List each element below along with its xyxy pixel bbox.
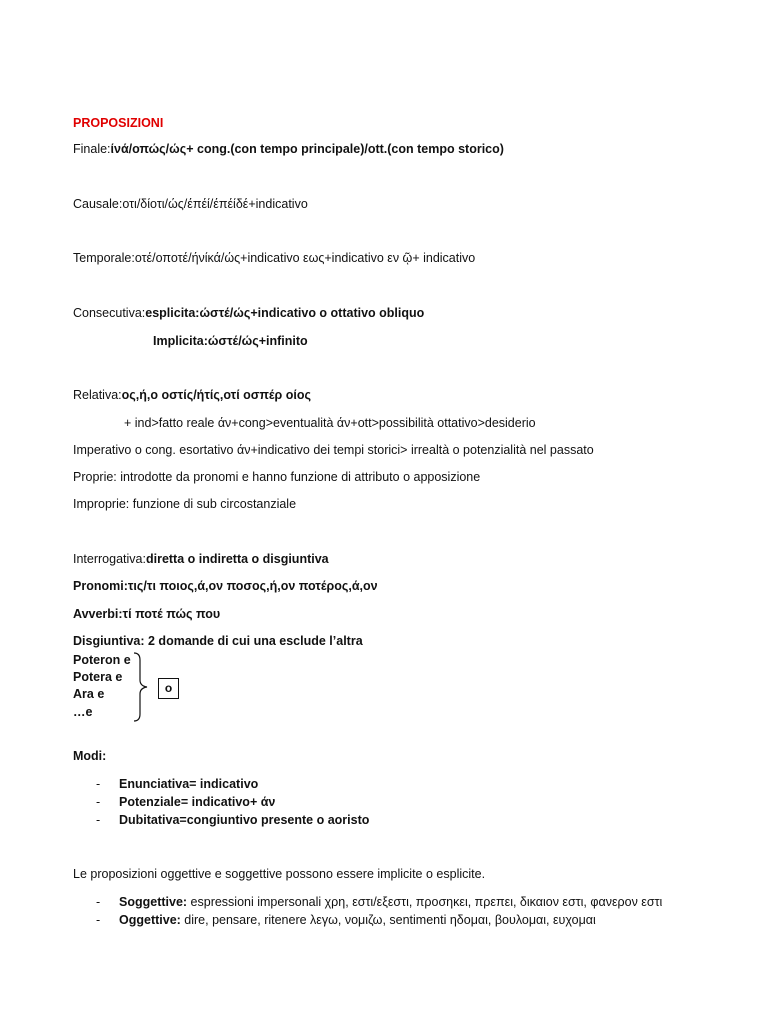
answer-box: o bbox=[158, 678, 179, 699]
causale-text: οτι/δίοτι/ώς/έπέί/έπέίδέ+indicativo bbox=[122, 197, 308, 211]
soggettive-line bbox=[119, 894, 662, 910]
oggettive-intro: Le proposizioni oggettive e soggettive possono essere implicite o esplicite. bbox=[73, 867, 486, 881]
temporale-line bbox=[73, 250, 475, 266]
consecutiva-implicita: Implicita:ώστέ/ώς+infinito bbox=[153, 334, 308, 348]
interrogativa-pronomi: Pronomi:τις/τι ποιος,ά,ον ποσος,ή,ον ποτέρος,ά,ον bbox=[73, 579, 378, 593]
relativa-moods: + ind>fatto reale άν+cong>eventualità άν+ott>possibilità ottativo>desiderio bbox=[124, 416, 536, 430]
relativa-improprie: Improprie: funzione di sub circostanziale bbox=[73, 497, 297, 511]
relativa-line bbox=[73, 387, 311, 403]
oggettive-text: dire, pensare, ritenere λεγω, νομιζω, sentimenti ηδομαι, βουλομαι, ευχομαι bbox=[180, 913, 596, 927]
oggettive-label: Oggettive: bbox=[119, 913, 181, 927]
modi-item: Dubitativa=congiuntivo presente o aoristo bbox=[119, 813, 370, 827]
curly-brace-icon bbox=[131, 652, 155, 722]
disgiuntiva-option: Potera e bbox=[73, 670, 123, 684]
bullet-dash: - bbox=[96, 777, 101, 791]
bullet-dash: - bbox=[96, 913, 101, 927]
bullet-dash: - bbox=[96, 813, 101, 827]
finale-text: ίνά/οπώς/ώς+ cong.(con tempo principale)/ott.(con tempo storico) bbox=[110, 142, 504, 156]
consecutiva-line bbox=[73, 305, 424, 321]
page-title: PROPOSIZIONI bbox=[73, 116, 164, 130]
disgiuntiva-option: Ara e bbox=[73, 687, 105, 701]
disgiuntiva-option: …e bbox=[73, 705, 93, 719]
modi-heading: Modi: bbox=[73, 749, 107, 763]
soggettive-label: Soggettive: bbox=[119, 895, 188, 909]
disgiuntiva-option: Poteron e bbox=[73, 653, 131, 667]
temporale-label: Temporale: bbox=[73, 251, 135, 265]
causale-line bbox=[73, 196, 308, 212]
modi-item: Potenziale= indicativo+ άν bbox=[119, 795, 276, 809]
relativa-proprie: Proprie: introdotte da pronomi e hanno funzione di attributo o apposizione bbox=[73, 470, 481, 484]
interrogativa-disgiuntiva: Disgiuntiva: 2 domande di cui una esclude l’altra bbox=[73, 634, 363, 648]
consecutiva-label: Consecutiva: bbox=[73, 306, 146, 320]
finale-line bbox=[73, 141, 504, 157]
causale-label: Causale: bbox=[73, 197, 123, 211]
modi-item: Enunciativa= indicativo bbox=[119, 777, 259, 791]
oggettive-line bbox=[119, 912, 596, 928]
interrogativa-avverbi: Avverbi:τί ποτέ πώς που bbox=[73, 607, 221, 621]
finale-label: Finale: bbox=[73, 142, 111, 156]
relativa-pronouns: ος,ή,ο οστίς/ήτίς,οτί οσπέρ οίος bbox=[121, 388, 311, 402]
bullet-dash: - bbox=[96, 795, 101, 809]
interrogativa-text: diretta o indiretta o disgiuntiva bbox=[145, 552, 329, 566]
interrogativa-line bbox=[73, 551, 329, 567]
temporale-text: οτέ/οποτέ/ήνίκά/ώς+indicativo εως+indicativo εν ῷ+ indicativo bbox=[134, 251, 476, 265]
bullet-dash: - bbox=[96, 895, 101, 909]
consecutiva-esplicita: esplicita:ώστέ/ώς+indicativo o ottativo obliquo bbox=[145, 306, 425, 320]
relativa-imperativo: Imperativo o cong. esortativo άν+indicativo dei tempi storici> irrealtà o potenzialità nel passato bbox=[73, 443, 594, 457]
soggettive-text: espressioni impersonali χρη, εστι/εξεστι, προσηκει, πρεπει, δικαιον εστι, φανερον εστι bbox=[187, 895, 663, 909]
relativa-label: Relativa: bbox=[73, 388, 122, 402]
interrogativa-label: Interrogativa: bbox=[73, 552, 146, 566]
